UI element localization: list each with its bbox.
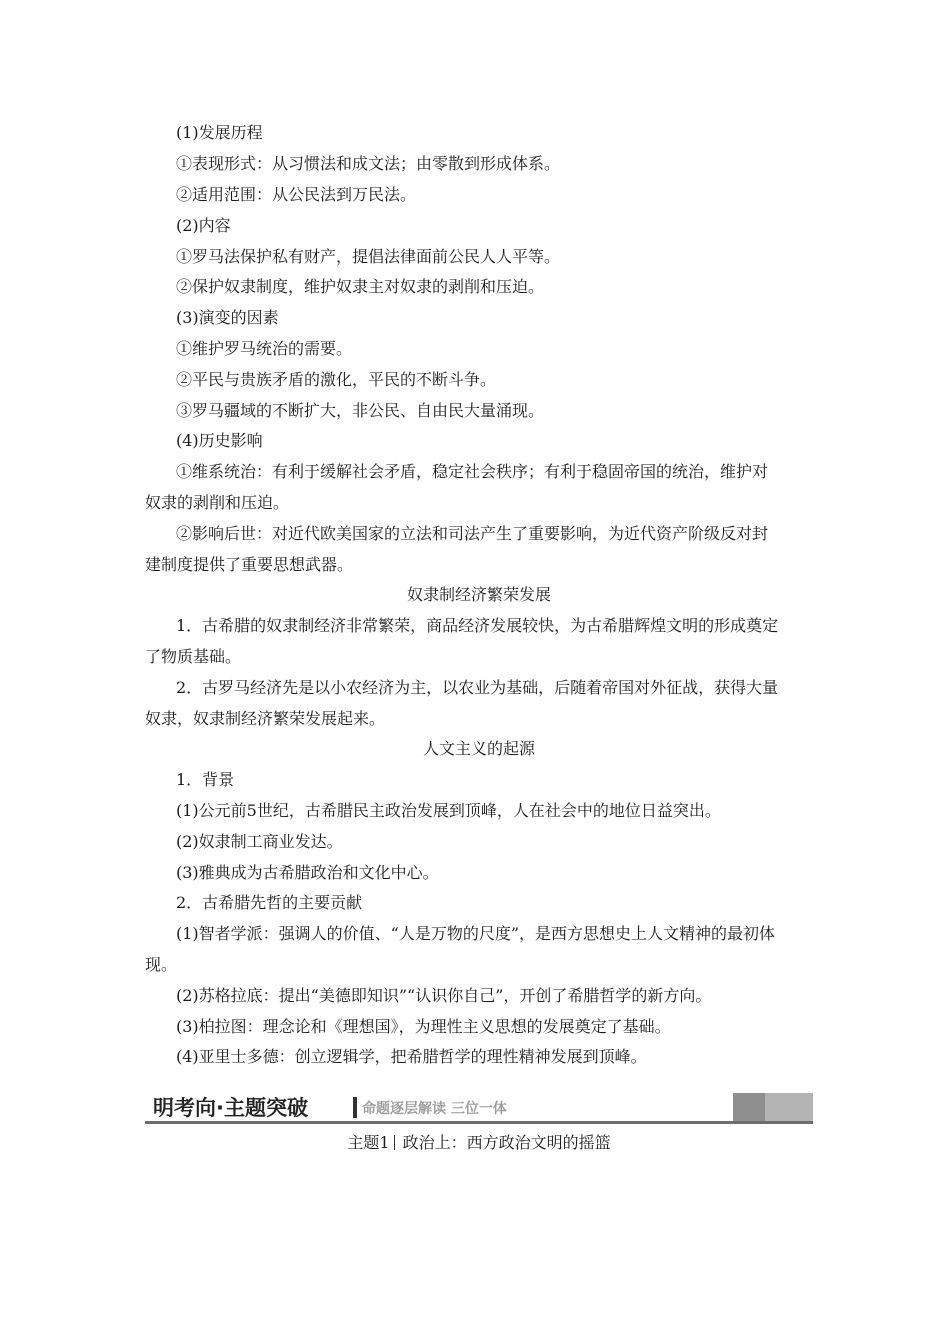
banner-title: 明考向·主题突破 [153,1096,308,1120]
text-line: (4)历史影响 [176,431,263,450]
text-line: (2)内容 [176,216,231,235]
topic-heading [145,1133,813,1153]
section-banner [145,1093,813,1123]
banner-divider [353,1097,357,1118]
text-line: (1)发展历程 [176,123,263,142]
banner-decor-block [765,1093,813,1121]
text-line: ①维系统治：有利于缓解社会矛盾，稳定社会秩序；有利于稳固帝国的统治，维护对 [176,462,769,481]
topic-separator [394,1135,395,1150]
text-line: 建制度提供了重要思想武器。 [145,555,354,574]
text-line: 1．古希腊的奴隶制经济非常繁荣，商品经济发展较快，为古希腊辉煌文明的形成奠定 [176,616,779,635]
banner-decor-block [733,1093,765,1121]
text-line: (1)公元前5世纪，古希腊民主政治发展到顶峰，人在社会中的地位日益突出。 [176,801,721,820]
text-line: 2．古希腊先哲的主要贡献 [176,893,363,912]
section-heading: 奴隶制经济繁荣发展 [406,585,551,604]
text-line: 2．古罗马经济先是以小农经济为主，以农业为基础，后随着帝国对外征战，获得大量 [176,678,779,697]
section-heading: 人文主义的起源 [422,739,535,758]
banner-underline [145,1121,813,1124]
text-line: (4)亚里士多德：创立逻辑学，把希腊哲学的理性精神发展到顶峰。 [176,1047,647,1066]
text-line: ③罗马疆域的不断扩大，非公民、自由民大量涌现。 [176,401,545,420]
text-line: (3)雅典成为古希腊政治和文化中心。 [176,863,439,882]
text-line: ②适用范围：从公民法到万民法。 [176,185,417,204]
text-line: 奴隶，奴隶制经济繁荣发展起来。 [145,709,386,728]
text-line: ①维护罗马统治的需要。 [176,339,353,358]
text-line: (3)演变的因素 [176,308,279,327]
text-line: ②影响后世：对近代欧美国家的立法和司法产生了重要影响，为近代资产阶级反对封 [176,524,769,543]
topic-text: 政治上：西方政治文明的摇篮 [402,1133,611,1152]
text-line: ②保护奴隶制度，维护奴隶主对奴隶的剥削和压迫。 [176,277,545,296]
text-line: ①罗马法保护私有财产，提倡法律面前公民人人平等。 [176,247,561,266]
text-line: (2)奴隶制工商业发达。 [176,832,343,851]
text-line: 1．背景 [176,770,235,789]
text-line: ①表现形式：从习惯法和成文法；由零散到形成体系。 [176,154,561,173]
topic-label: 主题1 [347,1133,390,1152]
text-line: 奴隶的剥削和压迫。 [145,493,290,512]
text-line: (1)智者学派：强调人的价值、“人是万物的尺度”，是西方思想史上人文精神的最初体 [176,924,776,943]
text-line: 了物质基础。 [145,647,242,666]
text-line: 现。 [145,955,178,974]
text-line: ②平民与贵族矛盾的激化，平民的不断斗争。 [176,370,497,389]
text-line: (3)柏拉图：理念论和《理想国》，为理性主义思想的发展奠定了基础。 [176,1017,671,1036]
text-line: (2)苏格拉底：提出“美德即知识”“认识你自己”，开创了希腊哲学的新方向。 [176,986,712,1005]
banner-subtitle: 命题逐层解读 三位一体 [362,1101,507,1117]
